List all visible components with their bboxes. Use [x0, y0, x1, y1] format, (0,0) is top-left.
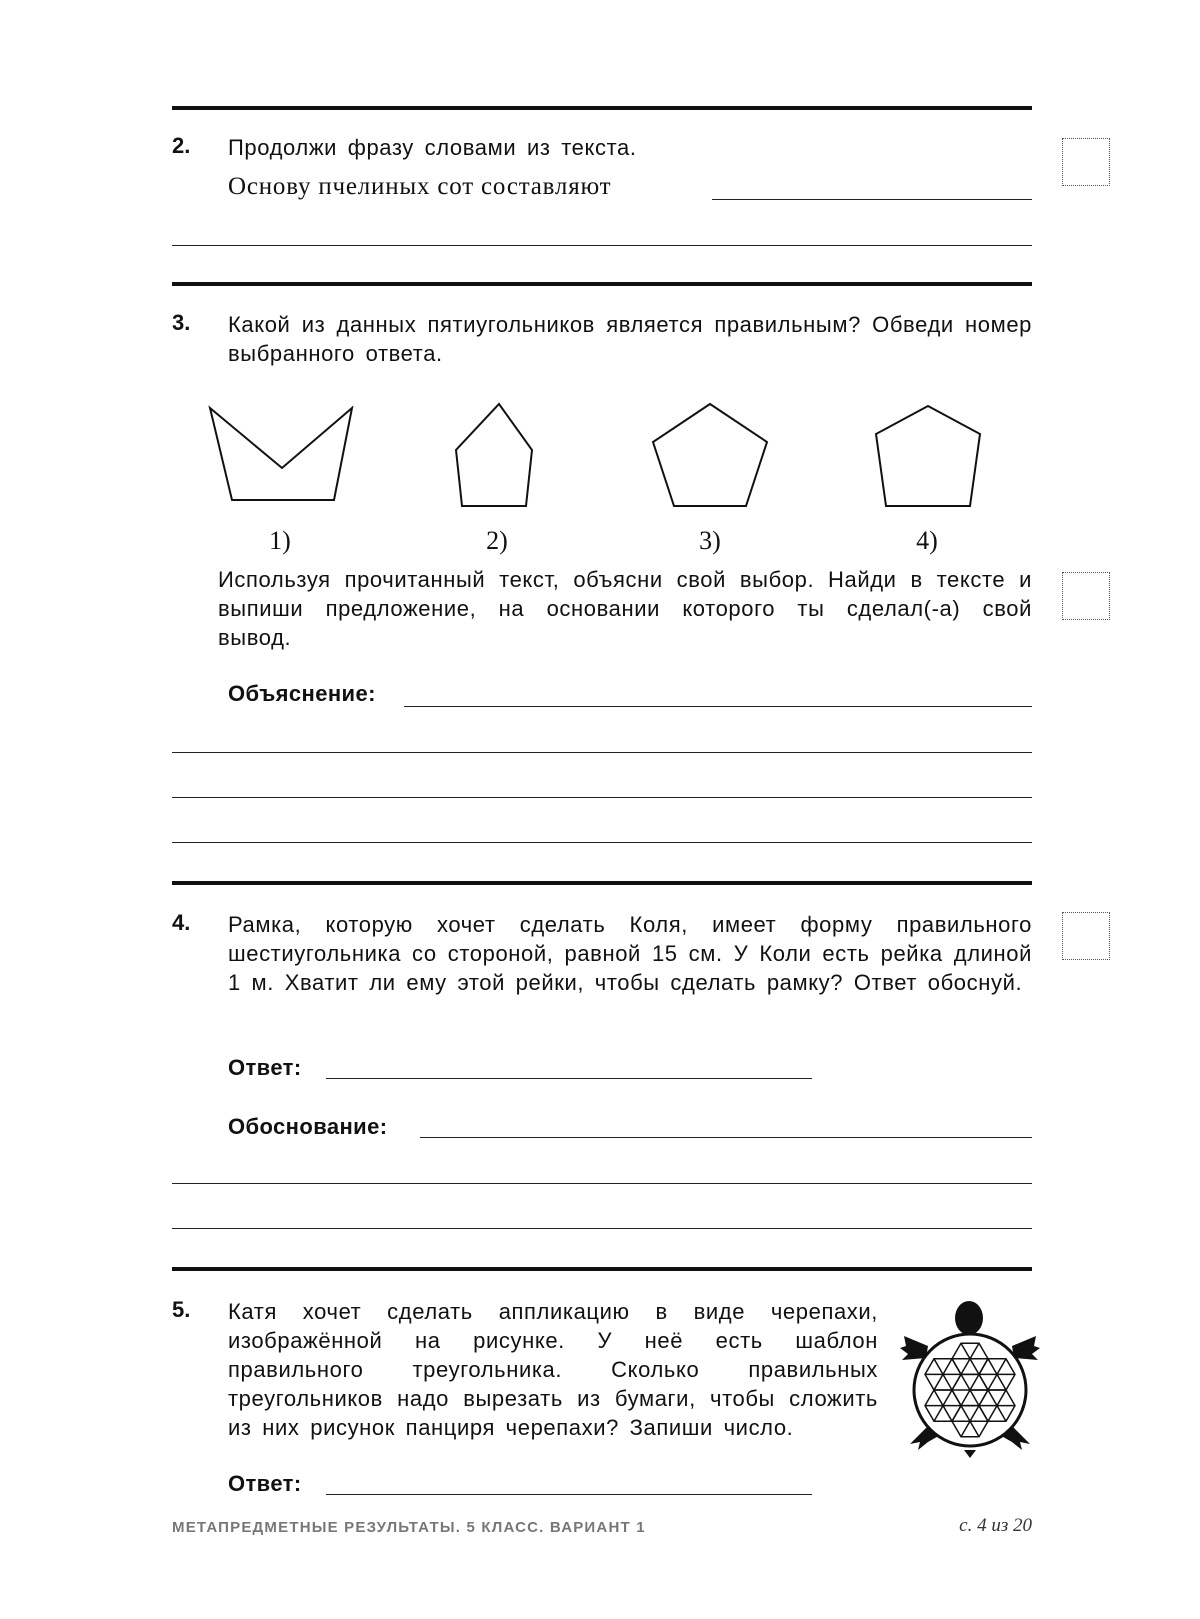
question-prompt: Рамка, которую хочет сделать Коля, имеет форму правильного шестиугольника со стороной, равной 15 см. У Коли есть рейка длиной 1 м. Хватит ли ему этой рейки, чтобы сделать рамку? Ответ обоснуй.: [228, 912, 1032, 995]
answer-line[interactable]: [326, 1078, 812, 1079]
pentagon-option-4: [876, 406, 980, 506]
option-label-4[interactable]: 4): [916, 526, 938, 555]
score-box[interactable]: [1062, 572, 1110, 620]
answer-line[interactable]: [172, 245, 1032, 246]
section-divider: [172, 282, 1032, 286]
page-number: с. 4 из 20: [959, 1515, 1032, 1536]
turtle-figure: [900, 1298, 1040, 1458]
option-label-1[interactable]: 1): [269, 526, 291, 555]
section-divider: [172, 881, 1032, 885]
question-prompt: Какой из данных пятиугольников является правильным? Обведи номер выбранного ответа.: [228, 312, 1032, 366]
footer-title: МЕТАПРЕДМЕТНЫЕ РЕЗУЛЬТАТЫ. 5 КЛАСС. ВАРИАНТ 1: [172, 1519, 646, 1536]
score-box[interactable]: [1062, 912, 1110, 960]
pentagon-option-1: [210, 408, 352, 500]
answer-line[interactable]: [172, 1228, 1032, 1229]
option-label-2[interactable]: 2): [486, 526, 508, 555]
question-instruction: Используя прочитанный текст, объясни свой выбор. Найди в тексте и выпиши предложение, на основании которого ты сделал(-а) свой вывод.: [218, 567, 1032, 650]
answer-line[interactable]: [712, 199, 1032, 200]
turtle-tail: [964, 1450, 976, 1458]
turtle-head: [955, 1301, 983, 1335]
question-number: 4.: [172, 910, 191, 935]
answer-line[interactable]: [172, 752, 1032, 753]
section-divider: [172, 1267, 1032, 1271]
answer-line[interactable]: [404, 706, 1032, 707]
question-number: 2.: [172, 133, 191, 158]
question-number: 5.: [172, 1297, 191, 1322]
answer-line[interactable]: [172, 1183, 1032, 1184]
question-prompt: Катя хочет сделать аппликацию в виде черепахи, изображённой на рисунке. У неё есть шаблон правильного треугольника. Сколько правильных треугольников надо вырезать из бумаги, чтобы сложить из них рисунок панциря черепахи? Запиши число.: [228, 1299, 878, 1440]
question-number: 3.: [172, 310, 191, 335]
pentagon-figures: [172, 390, 1032, 520]
answer-label: Ответ:: [228, 1471, 302, 1496]
phrase-start: Основу пчелиных сот составляют: [228, 173, 612, 200]
justification-label: Обоснование:: [228, 1114, 388, 1139]
question-prompt: Продолжи фразу словами из текста.: [228, 135, 637, 160]
answer-label: Ответ:: [228, 1055, 302, 1080]
option-label-3[interactable]: 3): [699, 526, 721, 555]
explanation-label: Объяснение:: [228, 681, 376, 706]
answer-line[interactable]: [172, 797, 1032, 798]
pentagon-option-3: [653, 404, 767, 506]
section-divider: [172, 106, 1032, 110]
answer-line[interactable]: [420, 1137, 1032, 1138]
answer-line[interactable]: [172, 842, 1032, 843]
pentagon-option-2: [456, 404, 532, 506]
answer-line[interactable]: [326, 1494, 812, 1495]
score-box[interactable]: [1062, 138, 1110, 186]
